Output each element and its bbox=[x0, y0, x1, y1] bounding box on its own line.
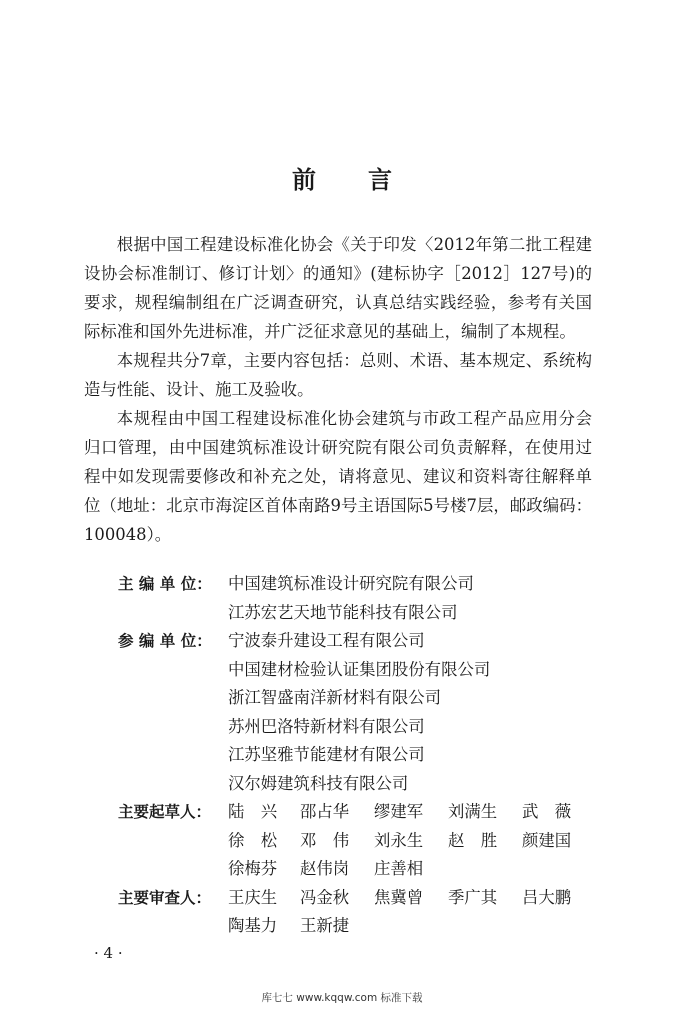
participating-unit-item: 浙江智盛南洋新材料有限公司 bbox=[228, 688, 442, 707]
participating-units-group bbox=[118, 627, 618, 798]
chief-units-group bbox=[118, 570, 618, 627]
reviewer-name: 王新捷 bbox=[300, 916, 350, 935]
drafter-name: 刘满生 bbox=[448, 802, 498, 821]
chief-unit-item: 江苏宏艺天地节能科技有限公司 bbox=[228, 602, 458, 622]
participating-unit-item: 江苏坚雅节能建材有限公司 bbox=[228, 745, 425, 764]
reviewer-name: 焦冀曾 bbox=[374, 887, 424, 907]
drafter-name: 刘永生 bbox=[374, 830, 424, 850]
drafters-group bbox=[118, 798, 618, 884]
drafter-name: 颜建国 bbox=[522, 830, 572, 850]
drafter-name: 陆 兴 bbox=[228, 802, 278, 821]
reviewers-group bbox=[118, 884, 618, 941]
page-number: · 4 · bbox=[94, 944, 123, 962]
reviewer-name: 吕大鹏 bbox=[522, 887, 572, 907]
drafter-name: 庄善相 bbox=[374, 859, 424, 878]
drafter-name: 赵伟岗 bbox=[300, 859, 350, 878]
reviewer-name: 陶基力 bbox=[228, 916, 278, 935]
drafters-label: 主要起草人： bbox=[118, 803, 212, 821]
page-title bbox=[0, 160, 684, 195]
credits-section bbox=[118, 570, 618, 941]
drafter-name: 邓 伟 bbox=[300, 830, 350, 850]
participating-unit-item: 宁波泰升建设工程有限公司 bbox=[228, 631, 425, 650]
reviewers-label: 主要审查人： bbox=[118, 888, 212, 907]
paragraph-1: 根据中国工程建设标准化协会《关于印发〈2012年第二批工程建设协会标准制订、修订计划〉的通知》(建标协字［2012］127号)的要求，规程编制组在广泛调查研究，认真总结实践经验，参考有关国际标准和国外先进标准，并广泛征求意见的基础上，编制了本规程。 bbox=[84, 235, 592, 341]
drafter-name: 徐梅芬 bbox=[228, 859, 278, 878]
reviewer-name: 季广其 bbox=[448, 887, 498, 907]
participating-unit-item: 中国建材检验认证集团股份有限公司 bbox=[228, 659, 491, 679]
drafter-name: 赵 胜 bbox=[448, 830, 498, 850]
paragraph-3: 本规程由中国工程建设标准化协会建筑与市政工程产品应用分会归口管理，由中国建筑标准设计研究院有限公司负责解释，在使用过程中如发现需要修改和补充之处，请将意见、建议和资料寄往解释单位（地址：北京市海淀区首体南路9号主语国际5号楼7层，邮政编码：100048）。 bbox=[84, 409, 592, 544]
participating-units-label: 参 编 单 位： bbox=[118, 632, 212, 650]
participating-unit-item: 苏州巴洛特新材料有限公司 bbox=[228, 716, 425, 736]
drafter-name: 武 薇 bbox=[522, 802, 572, 821]
paragraph-2: 本规程共分7章，主要内容包括：总则、术语、基本规定、系统构造与性能、设计、施工及验收。 bbox=[84, 351, 592, 399]
drafter-name: 缪建军 bbox=[374, 802, 424, 821]
chief-units-label: 主 编 单 位： bbox=[118, 575, 212, 593]
preface-body bbox=[84, 230, 592, 549]
title-char-2: 言 bbox=[368, 166, 392, 194]
participating-unit-item: 汉尔姆建筑科技有限公司 bbox=[228, 773, 409, 793]
watermark-footer: 库七七 www.kqqw.com 标准下载 bbox=[261, 992, 423, 1004]
drafter-name: 徐 松 bbox=[228, 830, 278, 850]
title-char-1: 前 bbox=[292, 166, 316, 194]
drafter-name: 邵占华 bbox=[300, 802, 350, 821]
chief-unit-item: 中国建筑标准设计研究院有限公司 bbox=[228, 574, 474, 593]
reviewer-name: 冯金秋 bbox=[300, 887, 350, 907]
reviewer-name: 王庆生 bbox=[228, 887, 278, 907]
